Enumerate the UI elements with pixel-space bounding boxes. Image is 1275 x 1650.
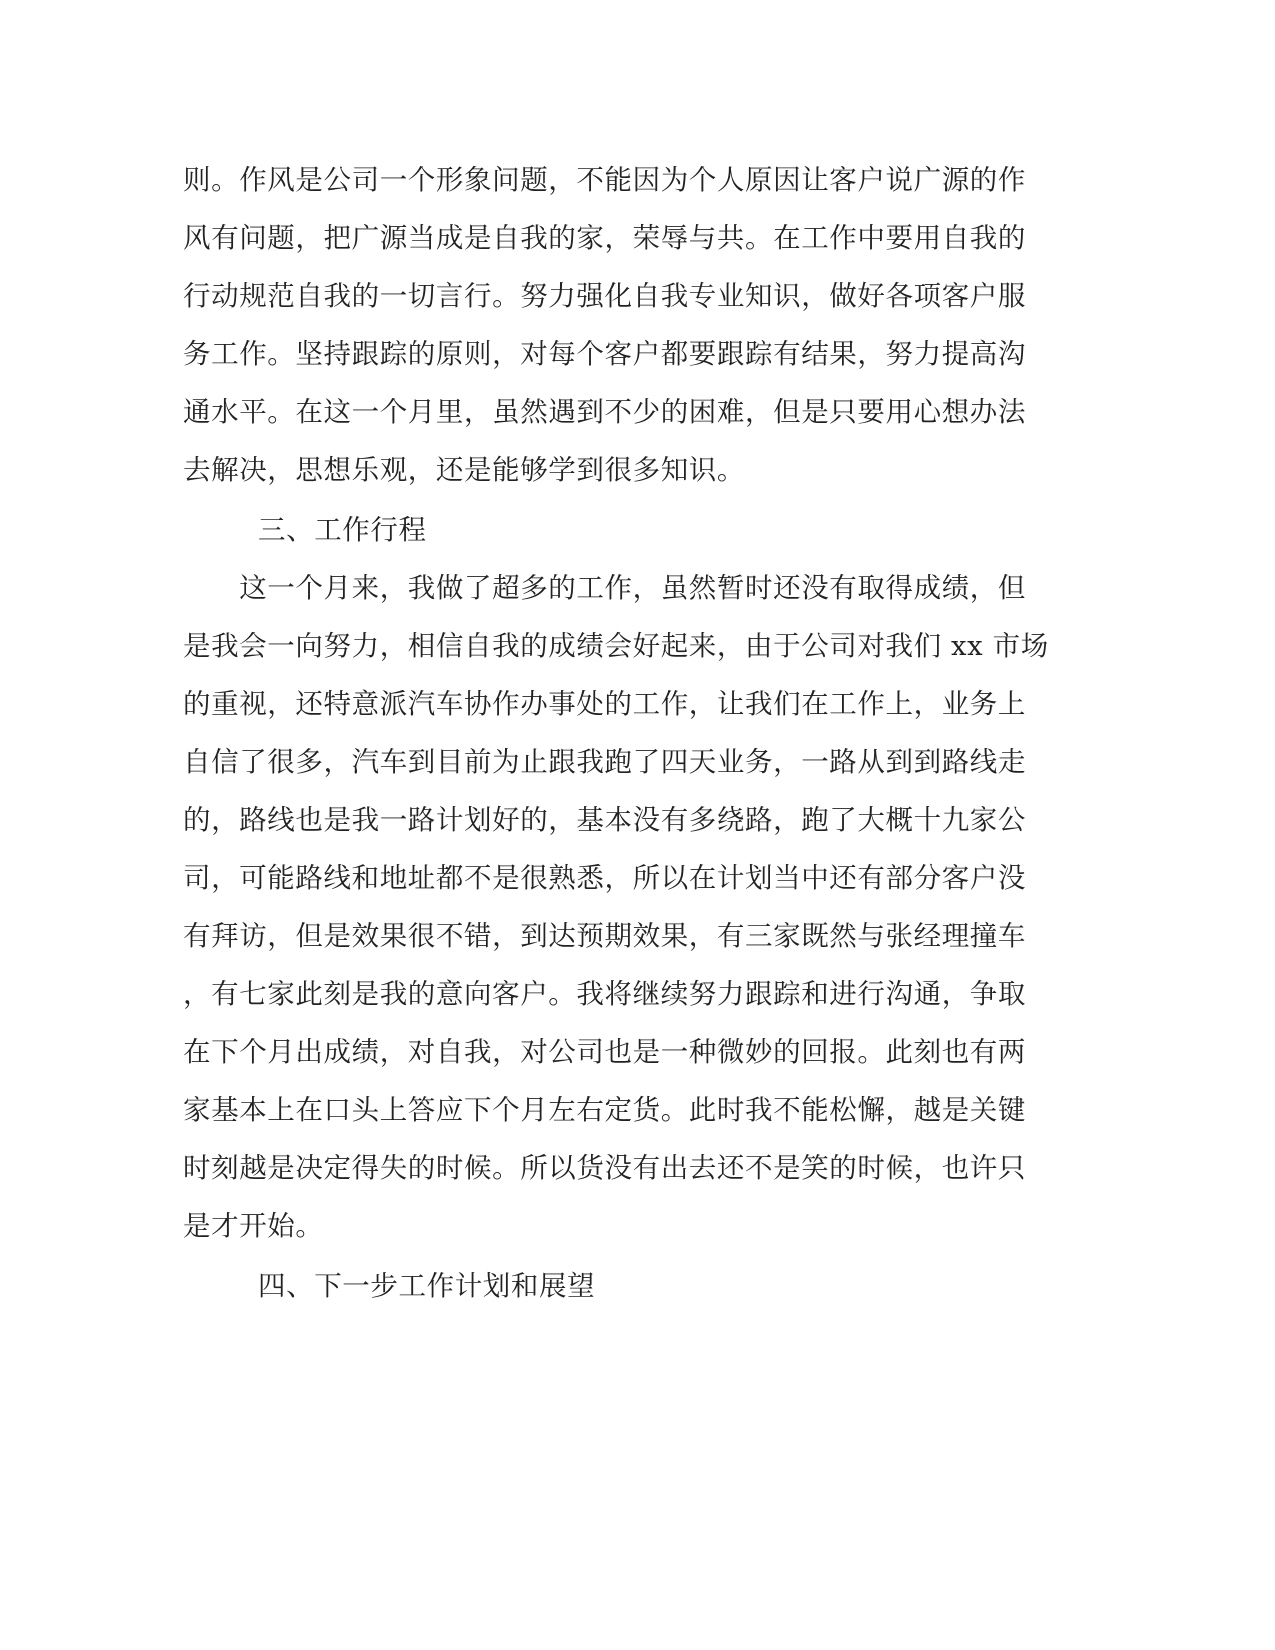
- paragraph-line: 这一个月来，我做了超多的工作，虽然暂时还没有取得成绩，但: [183, 572, 1026, 604]
- paragraph-line: 的，路线也是我一路计划好的，基本没有多绕路，跑了大概十九家公: [183, 804, 1026, 836]
- paragraph-line: 务工作。坚持跟踪的原则，对每个客户都要跟踪有结果，努力提高沟: [183, 338, 1026, 370]
- paragraph-line: 时刻越是决定得失的时候。所以货没有出去还不是笑的时候，也许只: [183, 1152, 1026, 1184]
- paragraph-line: 风有问题，把广源当成是自我的家，荣辱与共。在工作中要用自我的: [183, 222, 1026, 254]
- section-heading: 四、下一步工作计划和展望: [258, 1270, 596, 1302]
- paragraph-line: 通水平。在这一个月里，虽然遇到不少的困难，但是只要用心想办法: [183, 396, 1026, 428]
- paragraph-line: 司，可能路线和地址都不是很熟悉，所以在计划当中还有部分客户没: [183, 862, 1026, 894]
- paragraph-line: 是才开始。: [183, 1210, 324, 1242]
- section-heading: 三、工作行程: [258, 514, 427, 546]
- paragraph-line: 去解决，思想乐观，还是能够学到很多知识。: [183, 454, 745, 486]
- paragraph-line: 家基本上在口头上答应下个月左右定货。此时我不能松懈，越是关键: [183, 1094, 1026, 1126]
- paragraph-line: 行动规范自我的一切言行。努力强化自我专业知识，做好各项客户服: [183, 280, 1026, 312]
- paragraph-line: ，有七家此刻是我的意向客户。我将继续努力跟踪和进行沟通，争取: [183, 978, 1026, 1010]
- paragraph-line: 有拜访，但是效果很不错，到达预期效果，有三家既然与张经理撞车: [183, 920, 1026, 952]
- paragraph-line: 是我会一向努力，相信自我的成绩会好起来，由于公司对我们 xx 市场: [183, 630, 1049, 662]
- paragraph-line: 自信了很多，汽车到目前为止跟我跑了四天业务，一路从到到路线走: [183, 746, 1026, 778]
- paragraph-line: 在下个月出成绩，对自我，对公司也是一种微妙的回报。此刻也有两: [183, 1036, 1026, 1068]
- paragraph-line: 的重视，还特意派汽车协作办事处的工作，让我们在工作上，业务上: [183, 688, 1026, 720]
- paragraph-line: 则。作风是公司一个形象问题，不能因为个人原因让客户说广源的作: [183, 164, 1026, 196]
